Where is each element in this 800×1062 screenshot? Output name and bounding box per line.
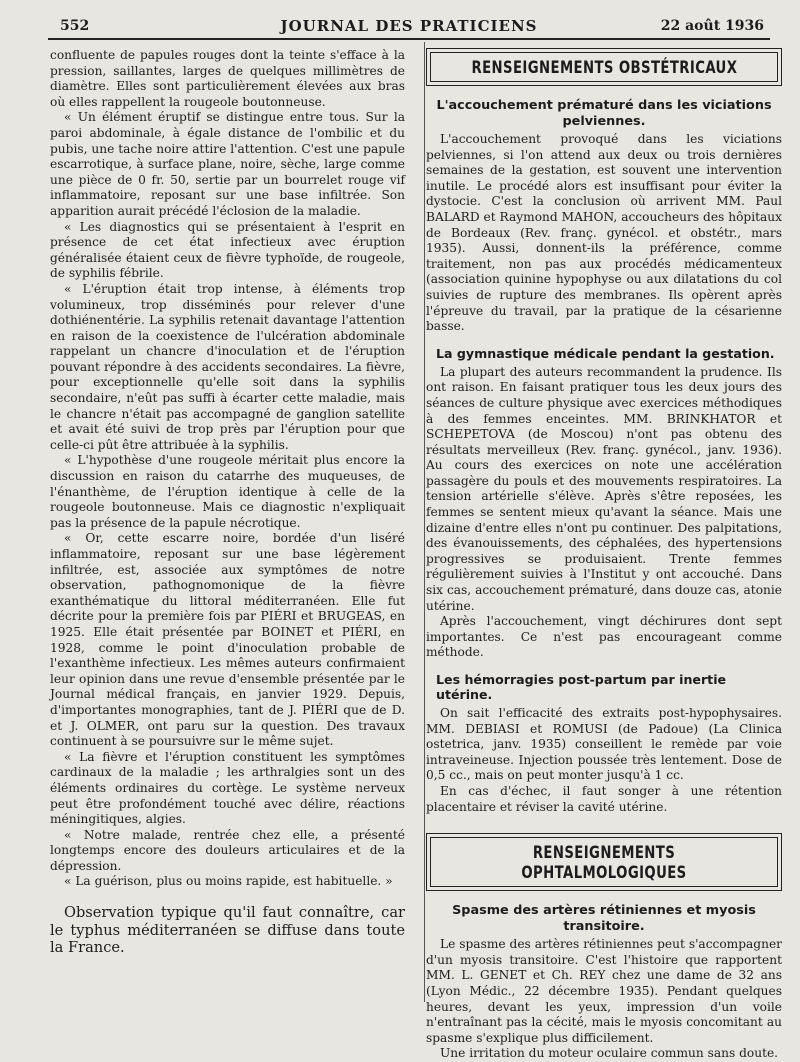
paragraph: « Les diagnostics qui se présentaient à l'esprit en présence de cet état infectieux avec éruption généralisée étaient ceux de fièvre typhoïde, de rougeole, de syphilis fébrile. xyxy=(50,219,405,281)
section-title-ophthalmology: RENSEIGNEMENTS OPHTALMOLOGIQUES xyxy=(426,833,782,891)
paragraph: confluente de papules rouges dont la teinte s'efface à la pression, saillantes, larges de quelques millimètres de diamètre. Elles sont particulièrement élevées aux bras où elles rappellent la rougeole boutonneuse. xyxy=(50,48,405,109)
closing-remark: Observation typique qu'il faut connaître, car le typhus méditerranéen se diffuse dans toute la France. xyxy=(50,904,405,957)
paragraph: « La fièvre et l'éruption constituent les symptômes cardinaux de la maladie ; les arthralgies sont un des éléments ordinaires du cortège. Le système nerveux peut être profondément touché avec délire, réactions méningitiques, algies. xyxy=(50,749,405,827)
paragraph: Une irritation du moteur oculaire commun sans doute. xyxy=(440,1046,779,1061)
subheading: Les hémorragies post-partum par inertie utérine. xyxy=(436,672,727,702)
paragraph: « La guérison, plus ou moins rapide, est habituelle. » xyxy=(64,874,393,889)
right-column xyxy=(426,48,782,1062)
paragraph: L'accouchement provoqué dans les viciations pelviennes, si l'on attend aux deux ou trois dernières semaines de la gestation, est souvent une intervention inutile. Le procédé alors est insuffisant pour éviter la dystocie. C'est la conclusion où arrivent MM. Paul BALARD et Raymond MAHON, accoucheurs des hôpitaux de Bordeaux (Rev. franç. gynécol. et obstétr., mars 1935). Aussi, donnent-ils la préférence, comme traitement, non pas aux procédés médicamenteux (association quinine hypophyse ou aux dilatations du col suivies de rupture des membranes. Ils opèrent après l'épreuve du travail, par la pratique de la césarienne basse. xyxy=(426,132,782,334)
subheading: La gymnastique médicale pendant la gestation. xyxy=(436,345,775,361)
paragraph: Le spasme des artères rétiniennes peut s'accompagner d'un myosis transitoire. C'est l'histoire que rapportent MM. L. GENET et Ch. REY chez une dame de 32 ans (Lyon Médic., 22 décembre 1935). Pendant quelques heures, devant les yeux, impression d'un voile n'entraînant pas la cécité, mais le myosis concomitant au spasme s'explique plus difficilement. xyxy=(426,937,782,1045)
paragraph: « L'éruption était trop intense, à éléments trop volumineux, trop disséminés pour relever d'une dothiénentérie. La syphilis retenait davantage l'attention en raison de la coexistence de l'ulcération abdominale rappelant un chancre d'inoculation et de l'éruption pouvant répondre à des accidents secondaires. La fièvre, pour exceptionnelle qu'elle soit dans la syphilis secondaire, n'eût pas suffi à écarter cette maladie, mais le chancre n'était pas accompagné de ganglion satellite et avait été suivi de trop près par l'éruption pour que celle-ci pût être attribuée à la syphilis. xyxy=(50,281,405,452)
left-column xyxy=(50,48,405,971)
column-divider xyxy=(424,42,425,1002)
page-number: 552 xyxy=(60,18,90,34)
subheading: Spasme des artères rétiniennes et myosis transitoire. xyxy=(452,903,756,934)
section-title-obstetrics: RENSEIGNEMENTS OBSTÉTRICAUX xyxy=(426,48,782,86)
paragraph: « Or, cette escarre noire, bordée d'un liséré inflammatoire, reposant sur une base légèrement infiltrée, est, associée aux symptômes de notre observation, pathognomonique de la fièvre exanthématique du littoral méditerranéen. Elle fut décrite pour la première fois par PIÉRI et BRUGEAS, en 1925. Elle était présentée par BOINET et PIÉRI, en 1928, comme le point d'inoculation probable de l'exanthème infectieux. Les mêmes auteurs confirmaient leur opinion dans une revue d'ensemble présentée par le Journal médical français, en janvier 1929. Depuis, d'importantes monographies, tant de J. PIÉRI que de D. et J. OLMER, ont paru sur la question. Des travaux continuent à se poursuivre sur le même sujet. xyxy=(50,531,405,749)
spacer xyxy=(426,815,782,833)
page-header xyxy=(48,14,770,40)
paragraph: « L'hypothèse d'une rougeole méritait plus encore la discussion en raison du catarrhe des muqueuses, de l'énanthème, de l'éruption identique à celle de la rougeole boutonneuse. Mais ce diagnostic n'expliquait pas la présence de la papule nécrotique. xyxy=(50,453,405,530)
paragraph: En cas d'échec, il faut songer à une rétention placentaire et réviser la cavité utérine. xyxy=(426,783,782,814)
journal-title: JOURNAL DES PRATICIENS xyxy=(280,17,538,35)
paragraph: Après l'accouchement, vingt déchirures dont sept importantes. Ce n'est pas encourageant comme méthode. xyxy=(426,614,782,660)
paragraph: La plupart des auteurs recommandent la prudence. Ils ont raison. En faisant pratiquer tous les deux jours des séances de culture physique avec exercices méthodiques à des femmes enceintes. MM. BRINKHATOR et SCHEPETOVA (de Moscou) n'ont pas obtenu des résultats merveilleux (Rev. franç. gynécol., janv. 1936). Au cours des exercices on note une accélération passagère du pouls et des mouvements respiratoires. La tension artérielle s'élève. Après s'être reposées, les femmes se sentent mieux qu'avant la séance. Mais une dizaine d'entre elles n'ont pu continuer. Des palpitations, des évanouissements, des céphalées, des hypertensions progressives se produisaient. Trente femmes régulièrement suivies à l'Institut y ont accouché. Dans six cas, accouchement prématuré, dans douze cas, atonie utérine. xyxy=(426,364,782,613)
paragraph: « Un élément éruptif se distingue entre tous. Sur la paroi abdominale, à égale distance de l'ombilic et du pubis, une tache noire attire l'attention. C'est une papule escarrotique, à surface plane, noire, sèche, large comme une pièce de 0 fr. 50, sertie par un bourrelet rouge vif inflammatoire, reposant sur une base infiltrée. Son apparition aurait précédé l'éclosion de la maladie. xyxy=(50,110,405,218)
issue-date: 22 août 1936 xyxy=(660,18,764,34)
subheading: L'accouchement prématuré dans les viciations pelviennes. xyxy=(436,98,772,129)
paragraph: On sait l'efficacité des extraits post-hypophysaires. MM. DEBIASI et ROMUSI (de Padoue) (La Clinica ostetrica, janv. 1935) conseillent le remède par voie intraveineuse. Injection poussée très lentement. Dose de 0,5 cc., mais on peut monter jusqu'à 1 cc. xyxy=(426,706,782,783)
paragraph: « Notre malade, rentrée chez elle, a présenté longtemps encore des douleurs articulaires et de la dépression. xyxy=(50,827,405,873)
